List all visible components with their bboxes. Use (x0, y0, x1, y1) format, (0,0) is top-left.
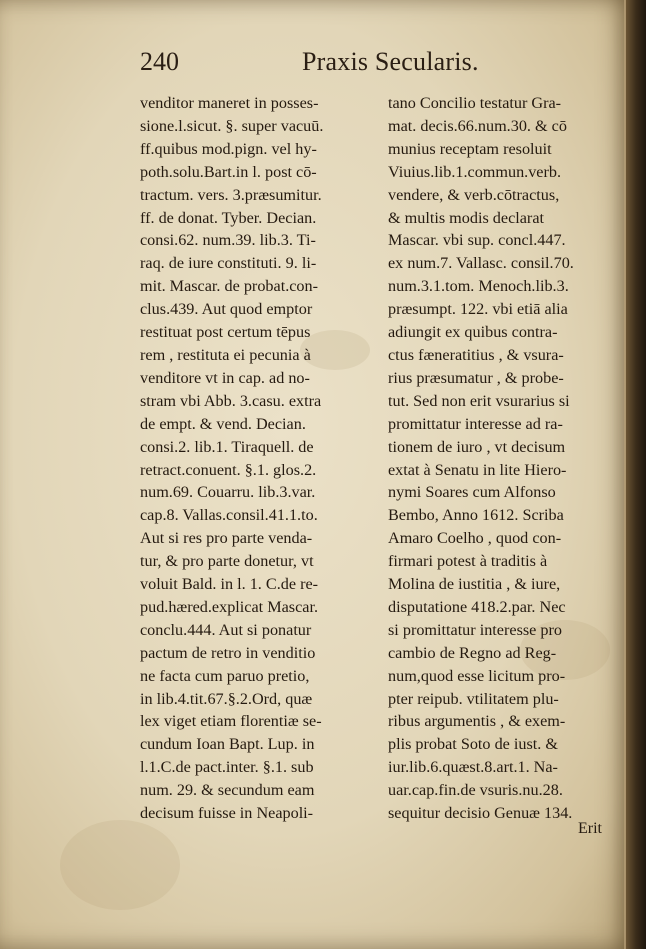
text-line: ctus fæneratitius , & vsura- (388, 345, 564, 364)
text-line: promittatur interesse ad ra- (388, 414, 563, 433)
text-line: ne facta cum paruo pretio, (140, 666, 310, 685)
text-line: tano Concilio testatur Gra- (388, 94, 562, 112)
text-line: de empt. & vend. Decian. (140, 414, 306, 433)
text-line: consi.2. lib.1. Tiraquell. de (140, 437, 314, 456)
text-line: lex viget etiam florentiæ se- (140, 712, 322, 731)
text-line: consi.62. num.39. lib.3. Ti- (140, 231, 316, 250)
text-line: retract.conuent. §.1. glos.2. (140, 460, 317, 479)
text-line: in lib.4.tit.67.§.2.Ord, quæ (140, 689, 313, 708)
text-line: tur, & pro parte donetur, vt (140, 552, 314, 571)
text-line: ex num.7. Vallasc. consil.70. (388, 254, 574, 273)
text-line: l.1.C.de pact.inter. §.1. sub (140, 758, 314, 777)
right-text-column (388, 92, 624, 825)
text-line: nymi Soares cum Alfonso (388, 483, 556, 502)
text-line: cambio de Regno ad Reg- (388, 643, 557, 662)
text-line: clus.439. Aut quod emptor (140, 300, 313, 319)
text-line: mit. Mascar. de probat.con- (140, 277, 319, 296)
text-line: num,quod esse licitum pro- (388, 666, 566, 685)
text-line: ff.quibus mod.pign. vel hy- (140, 139, 317, 158)
text-line: stram vbi Abb. 3.casu. extra (140, 391, 322, 410)
text-line: Bembo, Anno 1612. Scriba (388, 506, 564, 525)
text-line: tionem de iuro , vt decisum (388, 437, 566, 456)
text-line: uar.cap.fin.de vsuris.nu.28. (388, 781, 563, 800)
text-line: extat à Senatu in lite Hiero- (388, 460, 567, 479)
text-line: pud.hæred.explicat Mascar. (140, 597, 319, 616)
page-number: 240 (140, 47, 179, 76)
text-line: num.69. Couarru. lib.3.var. (140, 483, 316, 502)
text-line: tractum. vers. 3.præsumitur. (140, 185, 322, 204)
text-line: voluit Bald. in l. 1. C.de re- (140, 575, 319, 594)
text-line: munius receptam resoluit (388, 139, 552, 158)
text-line: Viuius.lib.1.commun.verb. (388, 162, 562, 181)
text-line: plis probat Soto de iust. & (388, 735, 558, 754)
text-line: iur.lib.6.quæst.8.art.1. Na- (388, 758, 558, 777)
book-binding (626, 0, 646, 949)
text-line: & multis modis declarat (388, 208, 545, 227)
text-line: ff. de donat. Tyber. Decian. (140, 208, 317, 227)
text-line: rem , restituta ei pecunia à (140, 345, 311, 364)
text-line: adiungit ex quibus contra- (388, 323, 558, 342)
text-line: cundum Ioan Bapt. Lup. in (140, 735, 315, 754)
text-line: tut. Sed non erit vsurarius si (388, 391, 570, 410)
text-line: vendere, & verb.cōtractus, (388, 185, 560, 204)
text-line: pactum de retro in venditio (140, 643, 316, 662)
text-line: ribus argumentis , & exem- (388, 712, 566, 731)
text-line: Molina de iustitia , & iure, (388, 575, 561, 594)
text-line: Amaro Coelho , quod con- (388, 529, 562, 548)
text-line: rius præsumatur , & probe- (388, 368, 564, 387)
text-line: cap.8. Vallas.consil.41.1.to. (140, 506, 318, 525)
text-line: sequitur decisio Genuæ 134. (388, 804, 573, 823)
paper-stain (60, 820, 180, 910)
text-line: num. 29. & secundum eam (140, 781, 315, 800)
text-line: conclu.444. Aut si ponatur (140, 620, 312, 639)
text-line: venditore vt in cap. ad no- (140, 368, 310, 387)
text-line: præsumpt. 122. vbi etiā alia (388, 300, 568, 319)
left-text-column (140, 92, 376, 825)
text-line: disputatione 418.2.par. Nec (388, 597, 566, 616)
running-head: Praxis Secularis. (302, 47, 479, 76)
text-line: firmari potest à traditis à (388, 552, 548, 571)
text-line: poth.solu.Bart.in l. post cō- (140, 162, 317, 181)
text-line: mat. decis.66.num.30. & cō (388, 116, 567, 135)
text-line: si promittatur interesse pro (388, 620, 562, 639)
text-line: restituat post certum tēpus (140, 323, 311, 342)
text-line: Mascar. vbi sup. concl.447. (388, 231, 566, 250)
page-header (140, 47, 480, 87)
text-line: Aut si res pro parte venda- (140, 529, 313, 548)
text-line: venditor maneret in posses- (140, 94, 319, 112)
text-line: raq. de iure constituti. 9. li- (140, 254, 317, 273)
text-line: decisum fuisse in Neapoli- (140, 804, 314, 823)
text-line: sione.l.sicut. §. super vacuū. (140, 116, 324, 135)
text-line: pter reipub. vtilitatem plu- (388, 689, 559, 708)
text-line: num.3.1.tom. Menoch.lib.3. (388, 277, 569, 296)
catchword: Erit (578, 820, 602, 837)
